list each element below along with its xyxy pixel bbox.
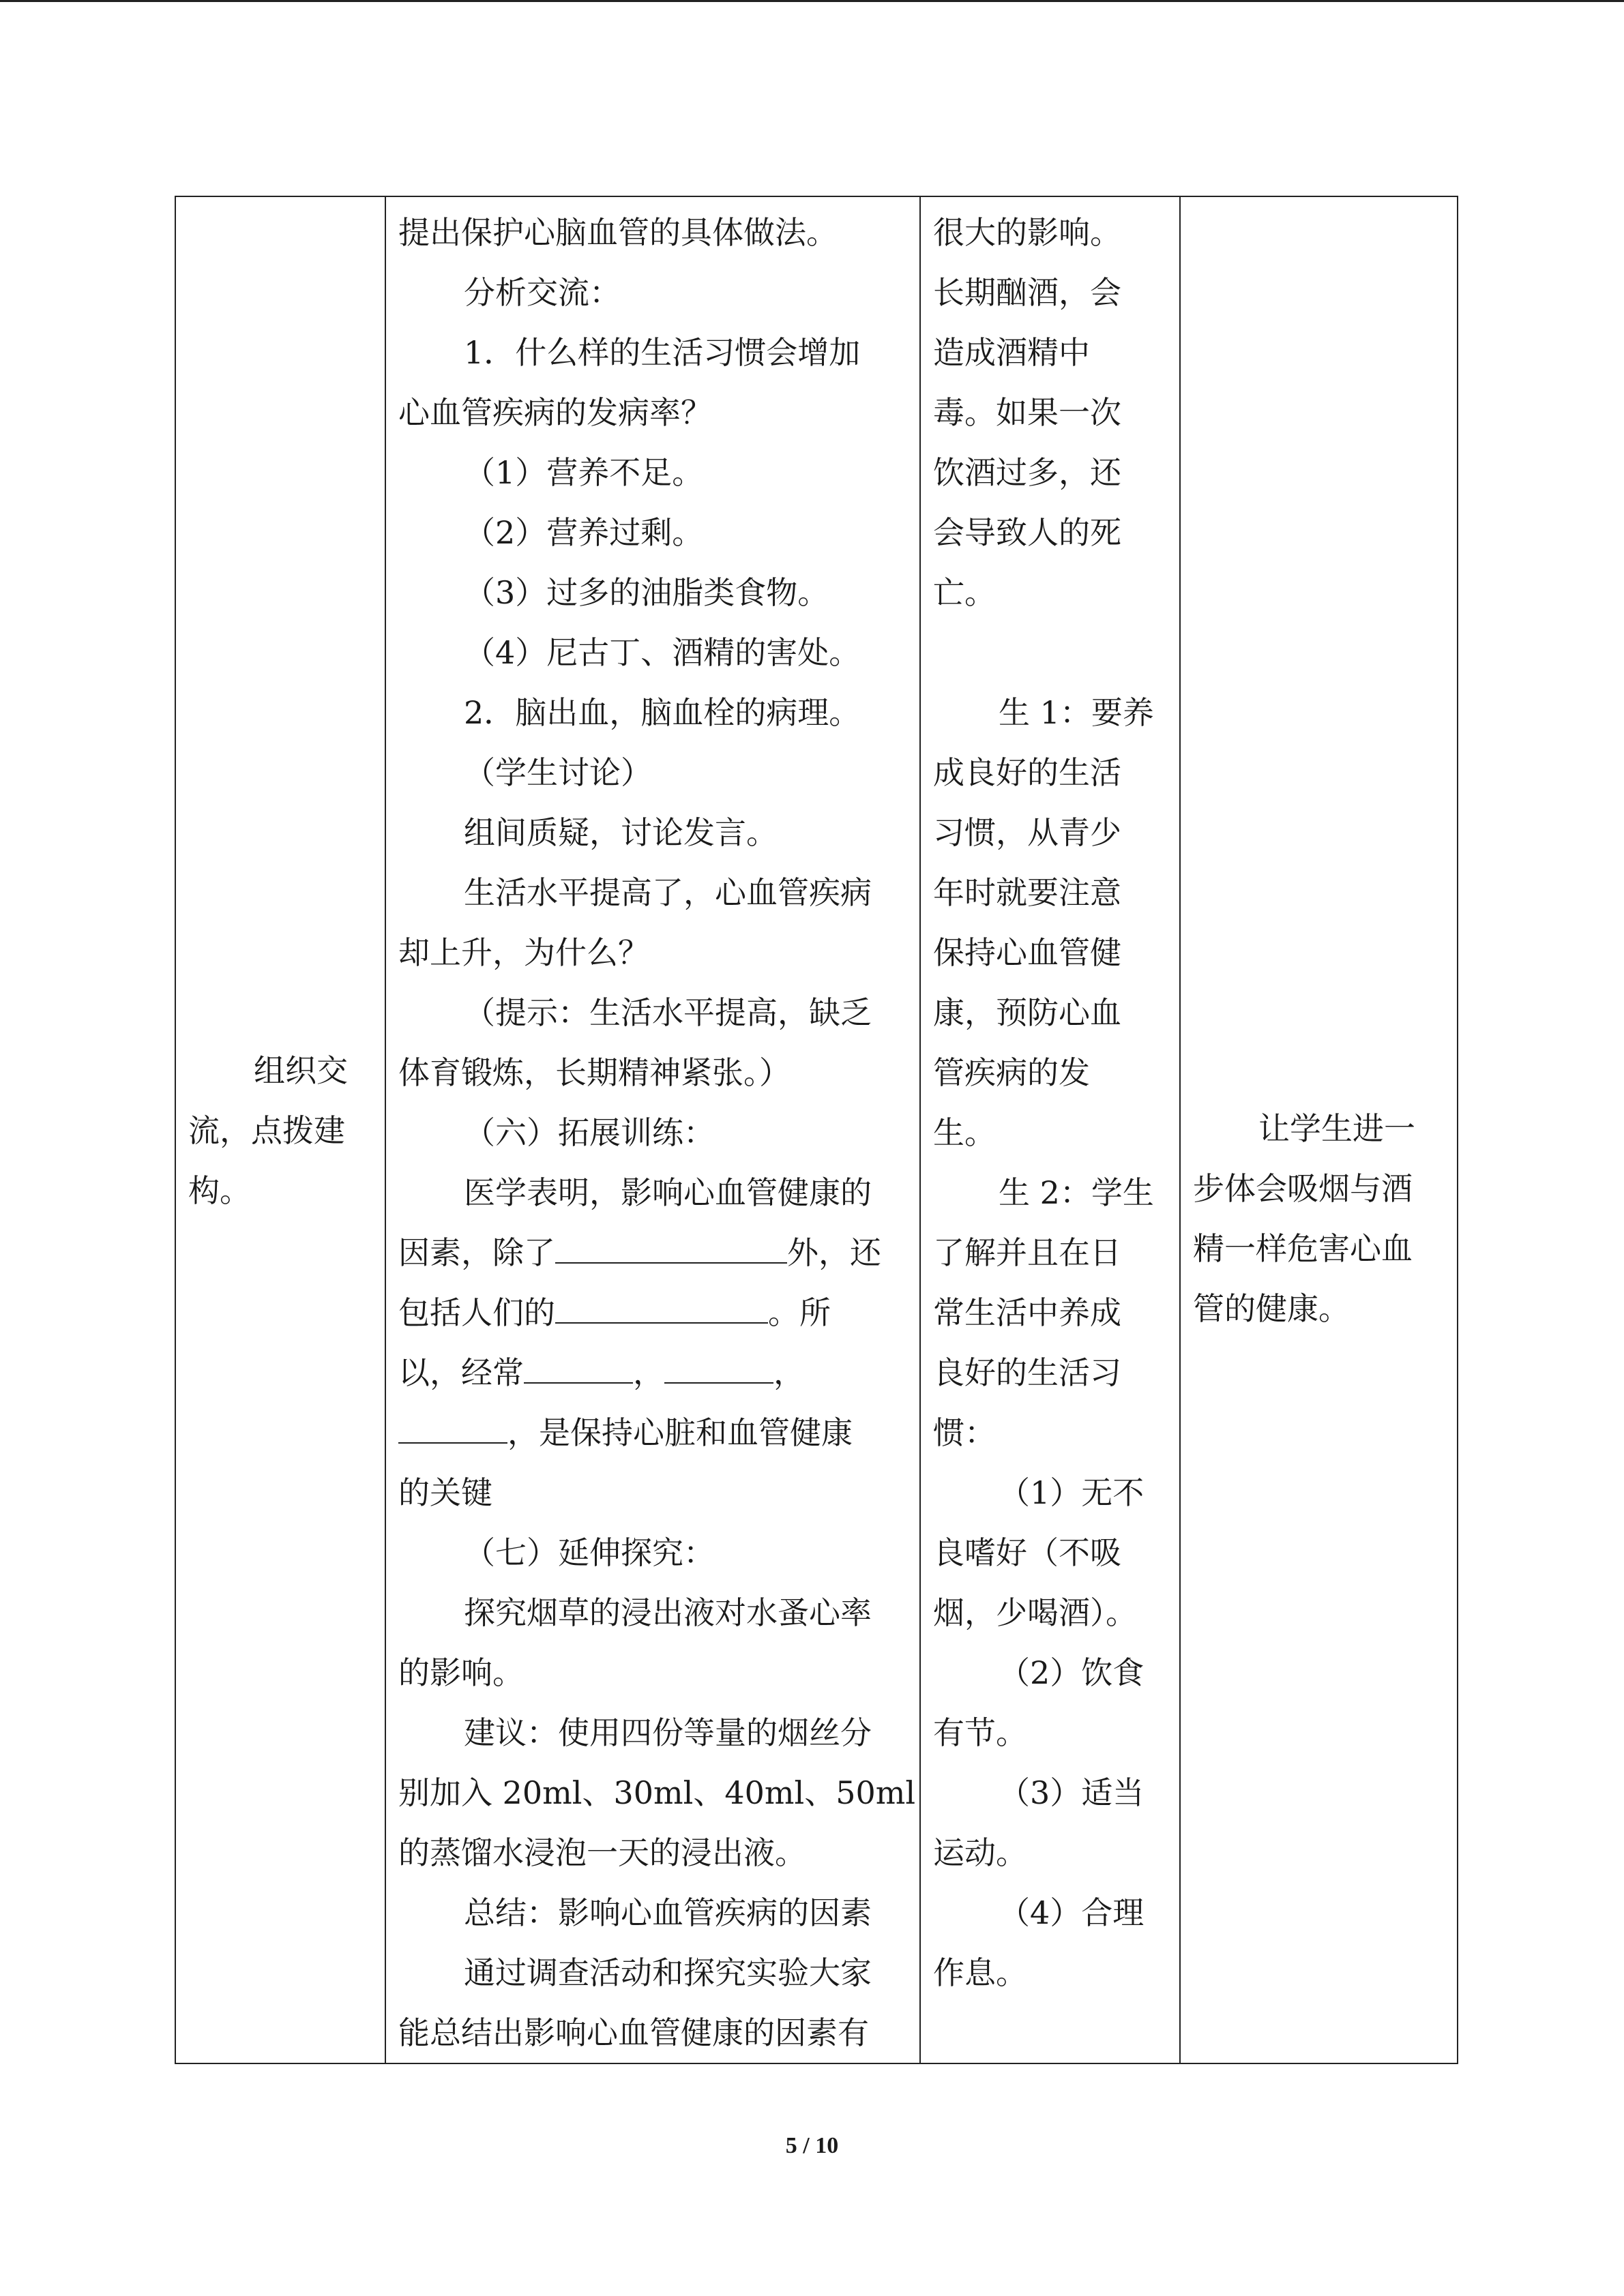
design-intent-line: 让学生进一 bbox=[1258, 1110, 1415, 1147]
fill-blank-line bbox=[398, 1403, 919, 1463]
student-activity-cell bbox=[920, 196, 1180, 2063]
student-line: 作息。 bbox=[933, 1954, 1027, 1991]
content-text: ， bbox=[633, 1354, 664, 1391]
content-text: ， bbox=[773, 1354, 805, 1391]
content-line: 2．脑出血，脑血栓的病理。 bbox=[464, 694, 861, 731]
student-line: 良嗜好（不吸 bbox=[933, 1534, 1121, 1571]
page-number: 5 / 10 bbox=[785, 2133, 839, 2158]
answer-blank bbox=[555, 1287, 768, 1324]
content-text: 包括人们的 bbox=[398, 1294, 555, 1331]
student-line: （1）无不 bbox=[999, 1474, 1145, 1511]
content-line: （3）过多的油脂类食物。 bbox=[464, 574, 829, 611]
student-line: 会导致人的死 bbox=[933, 514, 1121, 551]
lesson-content-cell bbox=[385, 196, 920, 2063]
content-line: 提出保护心脑血管的具体做法。 bbox=[398, 214, 838, 251]
content-line: 医学表明，影响心血管健康的 bbox=[464, 1174, 872, 1211]
student-line: 习惯，从青少 bbox=[933, 814, 1121, 851]
content-line: （2）营养过剩。 bbox=[464, 514, 704, 551]
table-row bbox=[175, 196, 1458, 2063]
content-line: （七）延伸探究： bbox=[464, 1534, 715, 1571]
content-line: 心血管疾病的发病率？ bbox=[398, 394, 712, 431]
content-text: 外，还 bbox=[787, 1234, 881, 1271]
content-line: 建议：使用四份等量的烟丝分 bbox=[464, 1714, 872, 1751]
content-line: 的蒸馏水浸泡一天的浸出液。 bbox=[398, 1834, 806, 1871]
fill-blank-line bbox=[398, 1343, 919, 1403]
answer-blank bbox=[555, 1227, 787, 1264]
content-line: （4）尼古丁、酒精的害处。 bbox=[464, 634, 861, 671]
answer-blank bbox=[524, 1347, 633, 1384]
student-line: 生。 bbox=[933, 1114, 996, 1151]
content-line: 别加入 20ml、30ml、40ml、50ml bbox=[398, 1774, 916, 1811]
content-line: 的影响。 bbox=[398, 1654, 524, 1691]
student-line: 管疾病的发 bbox=[933, 1054, 1090, 1091]
student-line: 烟，少喝酒）。 bbox=[933, 1594, 1137, 1631]
content-line: 生活水平提高了，心血管疾病 bbox=[464, 874, 872, 911]
design-intent-line: 精一样危害心血 bbox=[1193, 1230, 1413, 1267]
content-line: 通过调查活动和探究实验大家 bbox=[464, 1954, 872, 1991]
teacher-activity-line: 流，点拨建 bbox=[188, 1112, 345, 1149]
content-line: 分析交流： bbox=[464, 274, 621, 311]
design-intent-line: 步体会吸烟与酒 bbox=[1193, 1170, 1413, 1207]
content-line: 探究烟草的浸出液对水蚤心率 bbox=[464, 1594, 872, 1631]
content-line: 能总结出影响心血管健康的因素有 bbox=[398, 2014, 869, 2051]
student-line: 生 1：要养 bbox=[999, 694, 1154, 731]
student-line: 亡。 bbox=[933, 574, 996, 611]
teacher-activity-line: 构。 bbox=[188, 1172, 251, 1209]
content-line: 组间质疑，讨论发言。 bbox=[464, 814, 778, 851]
student-line: 康，预防心血 bbox=[933, 994, 1121, 1031]
student-line: 保持心血管健 bbox=[933, 934, 1121, 971]
design-intent-cell bbox=[1180, 196, 1458, 2063]
fill-blank-line bbox=[398, 1223, 919, 1283]
content-text: 因素，除了 bbox=[398, 1234, 555, 1271]
student-line: （2）饮食 bbox=[999, 1654, 1145, 1691]
student-line: 很大的影响。 bbox=[933, 214, 1121, 251]
page-top-border bbox=[0, 0, 1624, 2]
student-line: 生 2：学生 bbox=[999, 1174, 1154, 1211]
student-line: 年时就要注意 bbox=[933, 874, 1121, 911]
fill-blank-line bbox=[398, 1283, 919, 1343]
content-line: 的关键 bbox=[398, 1474, 492, 1511]
content-line: 却上升，为什么？ bbox=[398, 934, 649, 971]
student-line: 毒。如果一次 bbox=[933, 394, 1121, 431]
content-line: 1．什么样的生活习惯会增加 bbox=[464, 334, 861, 371]
student-line: 良好的生活习 bbox=[933, 1354, 1121, 1391]
student-line: 长期酗酒，会 bbox=[933, 274, 1121, 311]
answer-blank bbox=[398, 1407, 507, 1444]
content-line: （提示：生活水平提高，缺乏 bbox=[464, 994, 872, 1031]
student-line: 运动。 bbox=[933, 1834, 1027, 1871]
content-text: 以，经常 bbox=[398, 1354, 524, 1391]
teacher-activity-cell bbox=[175, 196, 385, 2063]
student-line: 造成酒精中 bbox=[933, 334, 1090, 371]
student-line: 常生活中养成 bbox=[933, 1294, 1121, 1331]
content-line: （六）拓展训练： bbox=[464, 1114, 715, 1151]
content-text: ，是保持心脏和血管健康 bbox=[507, 1414, 853, 1451]
answer-blank bbox=[664, 1347, 773, 1384]
student-line: 饮酒过多，还 bbox=[933, 454, 1121, 491]
content-line: 体育锻炼，长期精神紧张。） bbox=[398, 1054, 791, 1091]
blank-line bbox=[933, 623, 1179, 683]
content-line: （1）营养不足。 bbox=[464, 454, 704, 491]
content-line: 总结：影响心血管疾病的因素 bbox=[464, 1894, 872, 1931]
design-intent-line: 管的健康。 bbox=[1193, 1290, 1350, 1327]
content-text: 。所 bbox=[768, 1294, 831, 1331]
student-line: 成良好的生活 bbox=[933, 754, 1121, 791]
student-line: （3）适当 bbox=[999, 1774, 1145, 1811]
student-line: 惯： bbox=[933, 1414, 996, 1451]
lesson-plan-table bbox=[175, 196, 1458, 2064]
student-line: （4）合理 bbox=[999, 1894, 1145, 1931]
content-line: （学生讨论） bbox=[464, 754, 652, 791]
student-line: 有节。 bbox=[933, 1714, 1027, 1751]
teacher-activity-line: 组织交 bbox=[254, 1052, 348, 1089]
student-line: 了解并且在日 bbox=[933, 1234, 1121, 1271]
